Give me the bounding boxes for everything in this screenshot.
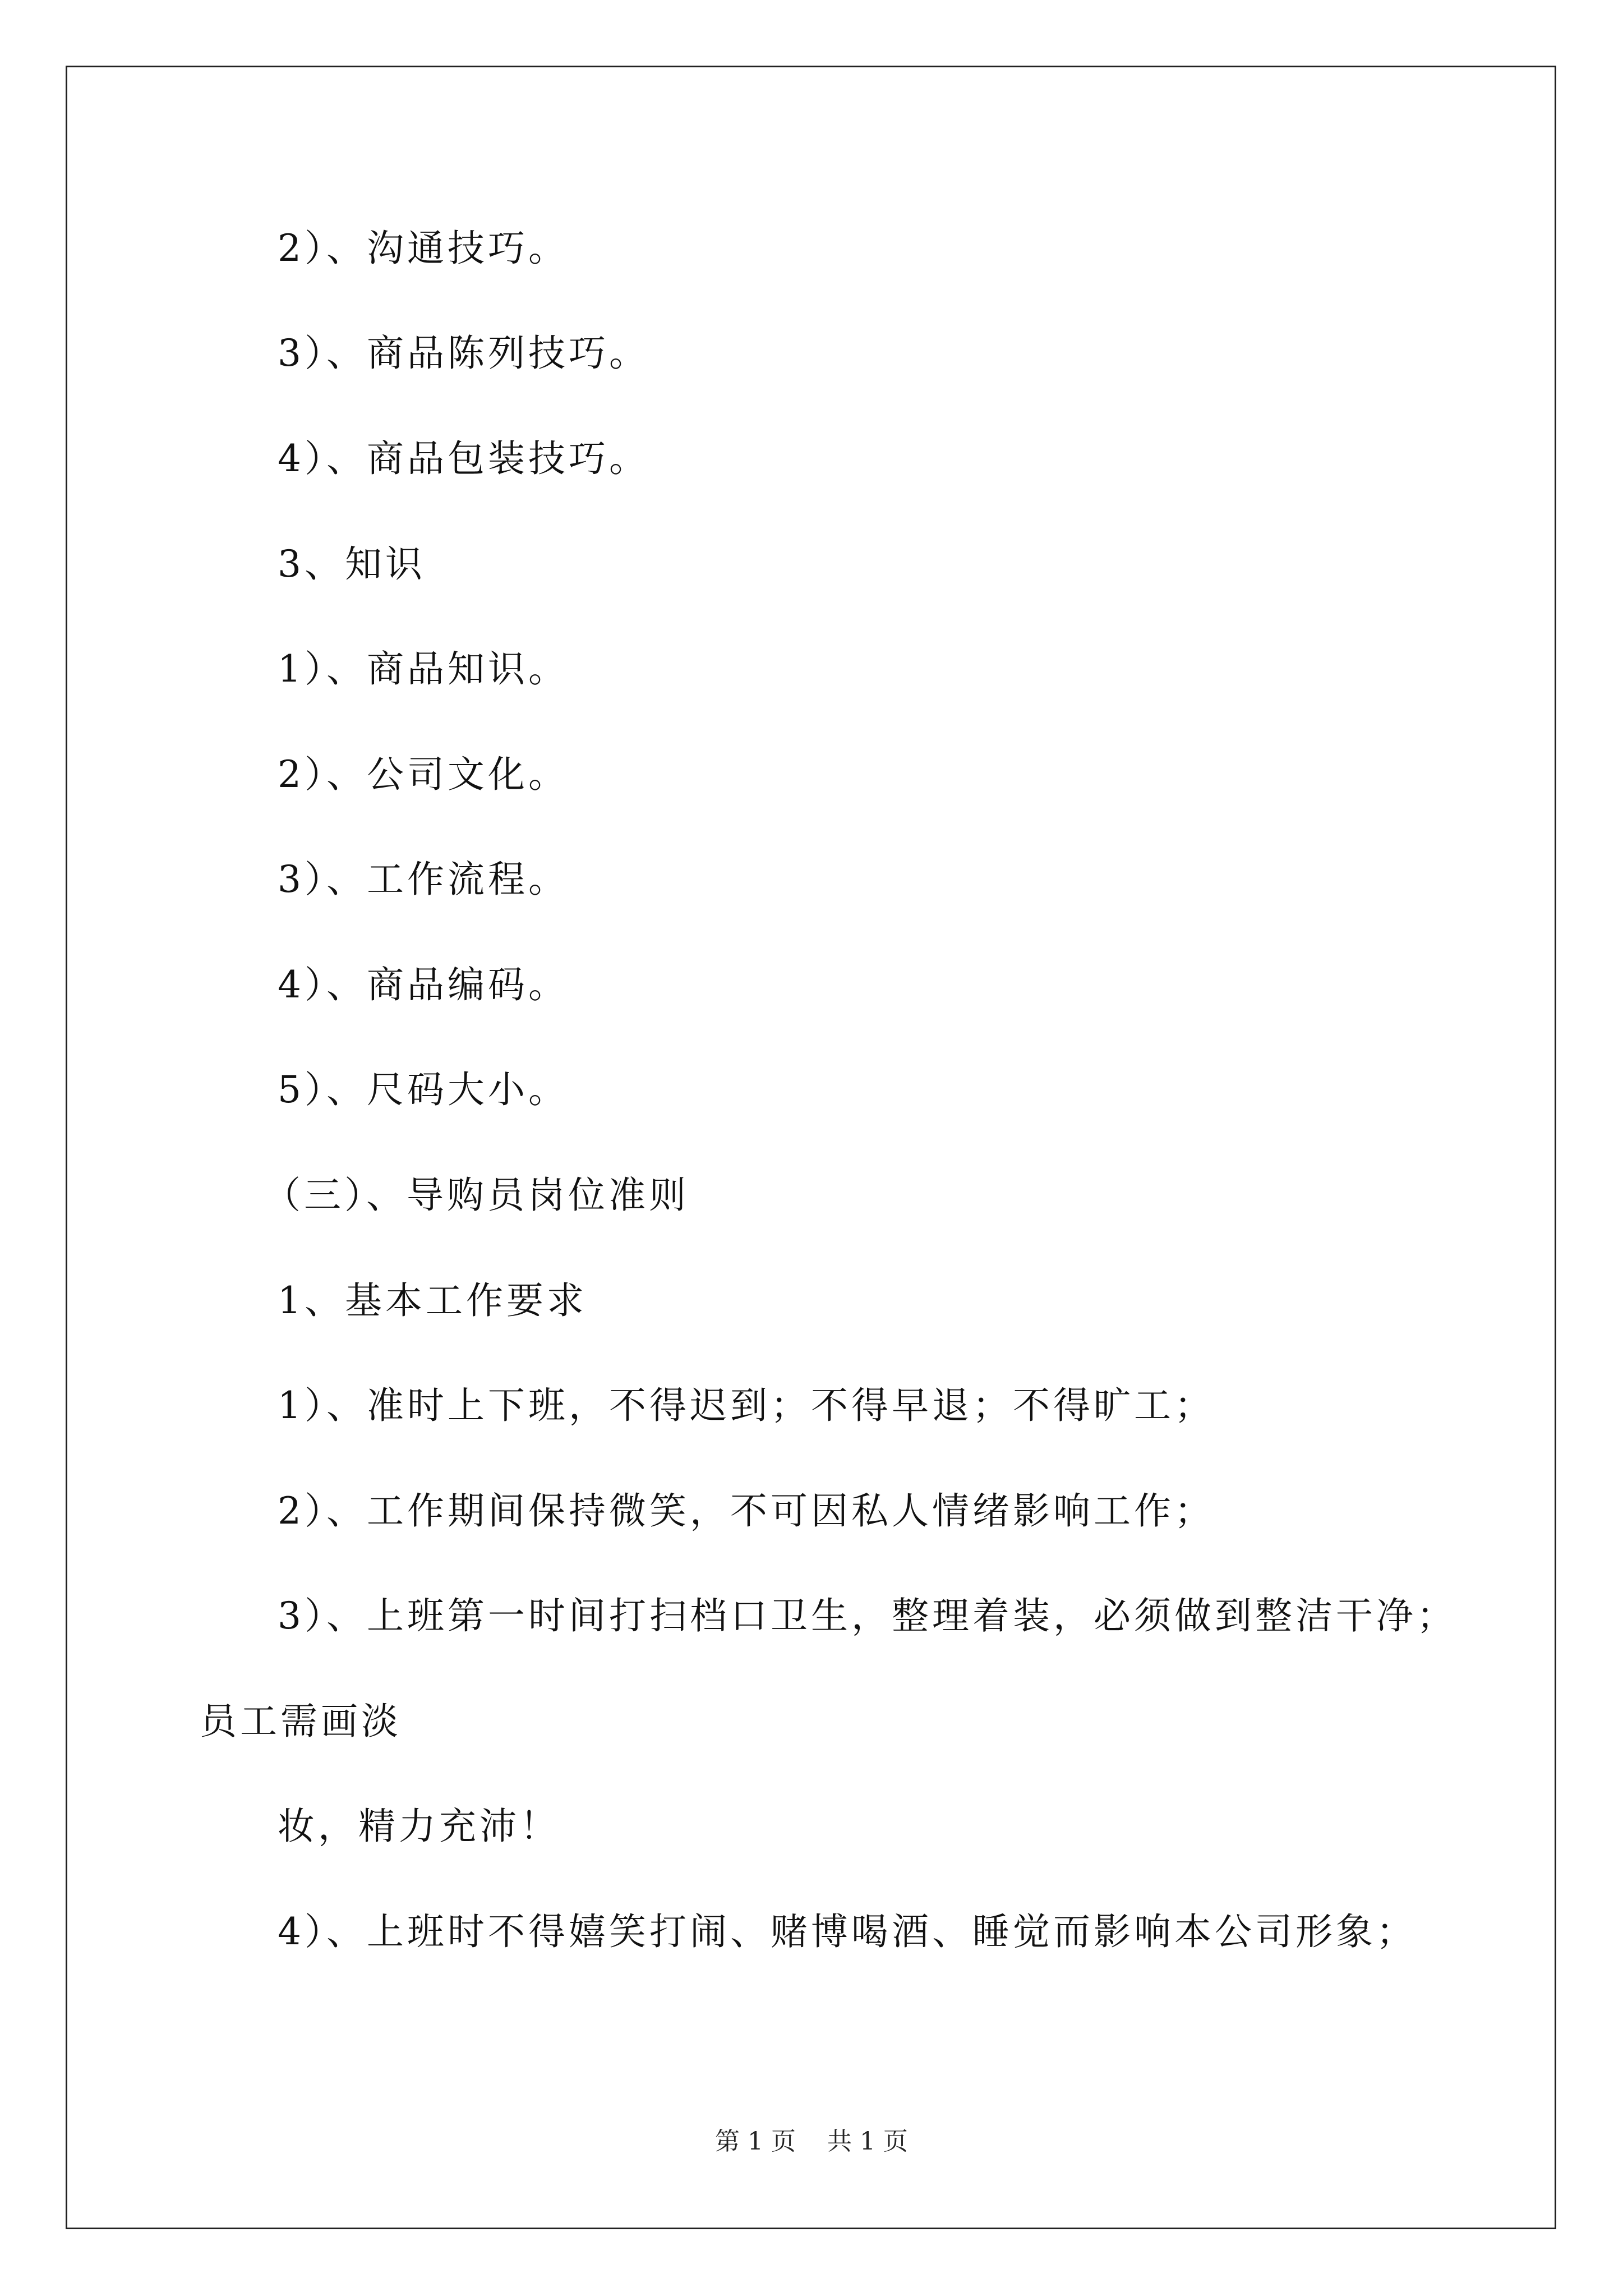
section-heading: （三）、导购员岗位准则 [264, 1174, 689, 1217]
text-line: 1）、商品知识。 [278, 647, 569, 691]
text-line: 妆，精力充沛！ [278, 1805, 560, 1848]
section-heading: 3、知识 [278, 542, 426, 586]
text-line: 2）、工作期间保持微笑，不可因私人情绪影响工作； [278, 1489, 1215, 1533]
text-line: 4）、商品编码。 [278, 963, 569, 1006]
text-line: 2）、公司文化。 [278, 753, 569, 796]
page-border [66, 66, 1556, 2229]
text-line: 2）、沟通技巧。 [278, 227, 569, 270]
text-line: 3）、工作流程。 [278, 858, 569, 901]
text-line: 1）、准时上下班，不得迟到；不得早退；不得旷工； [278, 1384, 1215, 1427]
text-line: 3）、上班第一时间打扫档口卫生，整理着装，必须做到整洁干净； [278, 1594, 1457, 1637]
text-line: 3）、商品陈列技巧。 [278, 332, 649, 375]
page-number-footer: 第 1 页 共 1 页 [715, 2127, 908, 2156]
text-line: 5）、尺码大小。 [278, 1068, 569, 1111]
section-heading: 1、基本工作要求 [278, 1279, 587, 1322]
text-line: 员工需画淡 [200, 1700, 402, 1743]
text-line: 4）、商品包装技巧。 [278, 437, 649, 480]
text-line: 4）、上班时不得嬉笑打闹、赌博喝酒、睡觉而影响本公司形象； [278, 1910, 1417, 1953]
